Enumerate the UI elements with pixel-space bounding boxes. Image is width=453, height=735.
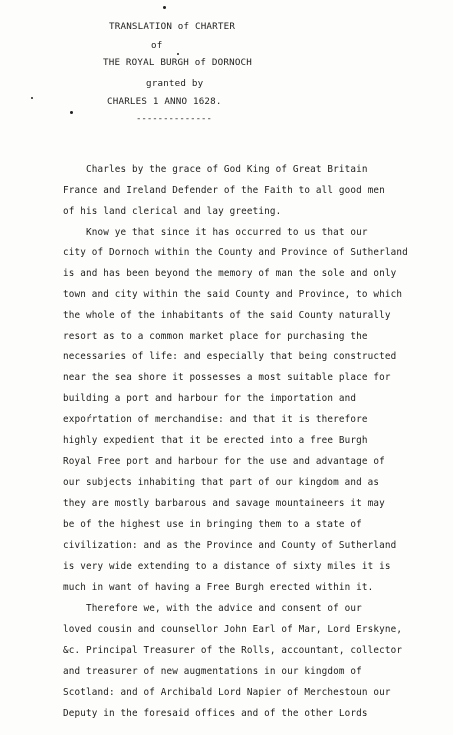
body-line: is and has been beyond the memory of man the sole and only [63, 268, 397, 279]
body-line: and treasurer of new augmentations in our kingdom of [63, 666, 362, 677]
body-line: they are mostly barbarous and savage mountaineers it may [63, 498, 385, 509]
body-line: France and Ireland Defender of the Faith to all good men [63, 185, 385, 196]
body-line: near the sea shore it possesses a most suitable place for [63, 372, 391, 383]
body-line: resort as to a common market place for purchasing the [63, 331, 368, 342]
ink-speck [163, 6, 166, 9]
header-of-line: of [151, 40, 163, 51]
body-line: Scotland: and of Archibald Lord Napier of Merchestoun our [63, 687, 391, 698]
body-line: Therefore we, with the advice and consent of our [86, 603, 362, 614]
ink-speck [177, 53, 179, 55]
body-line: the whole of the inhabitants of the said County naturally [63, 310, 391, 321]
body-line: Charles by the grace of God King of Great Britain [86, 164, 368, 175]
body-line: town and city within the said County and Province, to which [63, 289, 403, 300]
body-line: is very wide extending to a distance of sixty miles it is [63, 561, 391, 572]
header-burgh-line: THE ROYAL BURGH of DORNOCH [103, 57, 253, 68]
header-king-line: CHARLES 1 ANNO 1628. [107, 96, 222, 107]
header-title-line: TRANSLATION of CHARTER [109, 21, 236, 32]
header-rule: -------------- [136, 114, 212, 124]
body-line: of his land clerical and lay greeting. [63, 206, 282, 217]
body-line: necessaries of life: and especially that being constructed [63, 351, 397, 362]
ink-speck [70, 111, 73, 114]
body-line: loved cousin and counsellor John Earl of Mar, Lord Erskyne, [63, 624, 403, 635]
body-line: our subjects inhabiting that part of our kingdom and as [63, 477, 380, 488]
body-line: highly expedient that it be erected into a free Burgh [63, 435, 368, 446]
body-line: Deputy in the foresaid offices and of the other Lords [63, 708, 368, 719]
body-line: much in want of having a Free Burgh erected within it. [63, 582, 374, 593]
header-granted-line: granted by [146, 78, 204, 89]
body-line: city of Dornoch within the County and Province of Sutherland [63, 247, 408, 258]
body-line: building a port and harbour for the importation and [63, 393, 357, 404]
body-line: civilization: and as the Province and County of Sutherland [63, 540, 397, 551]
body-line: expoŕrtation of merchandise: and that it is therefore [63, 414, 368, 425]
body-line: Know ye that since it has occurred to us that our [86, 227, 368, 238]
body-line: Royal Free port and harbour for the use and advantage of [63, 456, 385, 467]
body-line: &c. Principal Treasurer of the Rolls, accountant, collector [63, 645, 403, 656]
ink-speck [31, 97, 33, 99]
body-line: be of the highest use in bringing them to a state of [63, 519, 362, 530]
